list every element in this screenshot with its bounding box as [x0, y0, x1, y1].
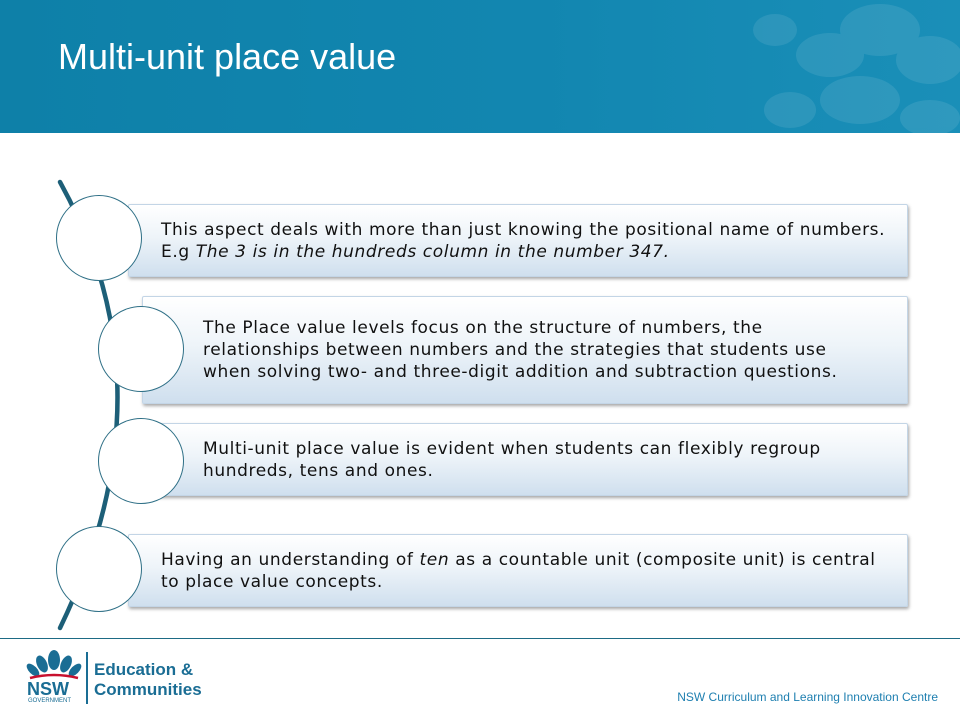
item-marker-circle: [56, 195, 142, 281]
content-box: [142, 296, 908, 404]
body-text: This aspect deals with more than just knowing the positional name of numbers. E.g: [161, 219, 886, 262]
logo-separator: [86, 652, 88, 704]
slide-title: Multi-unit place value: [58, 36, 397, 77]
item-marker-circle: [98, 306, 184, 392]
content-box: [128, 534, 908, 607]
content-box-text: [143, 438, 907, 482]
content-box: [128, 204, 908, 277]
logo-dept-line2: Communities: [94, 680, 202, 699]
body-text: as a countable unit (composite unit) is central to place value concepts.: [161, 549, 876, 592]
footer-centre-name: NSW Curriculum and Learning Innovation Centre: [677, 690, 938, 704]
content-box-text: [129, 219, 907, 263]
waratah-watermark-icon: [680, 0, 960, 133]
content-box: [142, 423, 908, 496]
nsw-education-logo: [24, 648, 214, 708]
body-text: Having an understanding of: [161, 549, 420, 570]
footer-divider: [0, 638, 960, 639]
content-box-text: [129, 549, 907, 593]
body-text: The Place value levels focus on the structure of numbers, the relationships between numbers and the strategies that students use when solving two- and three-digit addition and subtraction questions.: [203, 318, 838, 382]
body-text: Multi-unit place value is evident when students can flexibly regroup hundreds, tens and ones.: [203, 438, 821, 481]
logo-nsw-text: NSW: [27, 679, 69, 699]
item-marker-circle: [98, 418, 184, 504]
content-box-text: [143, 317, 907, 383]
emphasis-text: ten: [419, 549, 450, 570]
logo-government-text: GOVERNMENT: [28, 698, 72, 704]
emphasis-text: The 3 is in the hundreds column in the number 347.: [195, 241, 670, 262]
item-marker-circle: [56, 526, 142, 612]
logo-dept-line1: Education &: [94, 660, 194, 679]
